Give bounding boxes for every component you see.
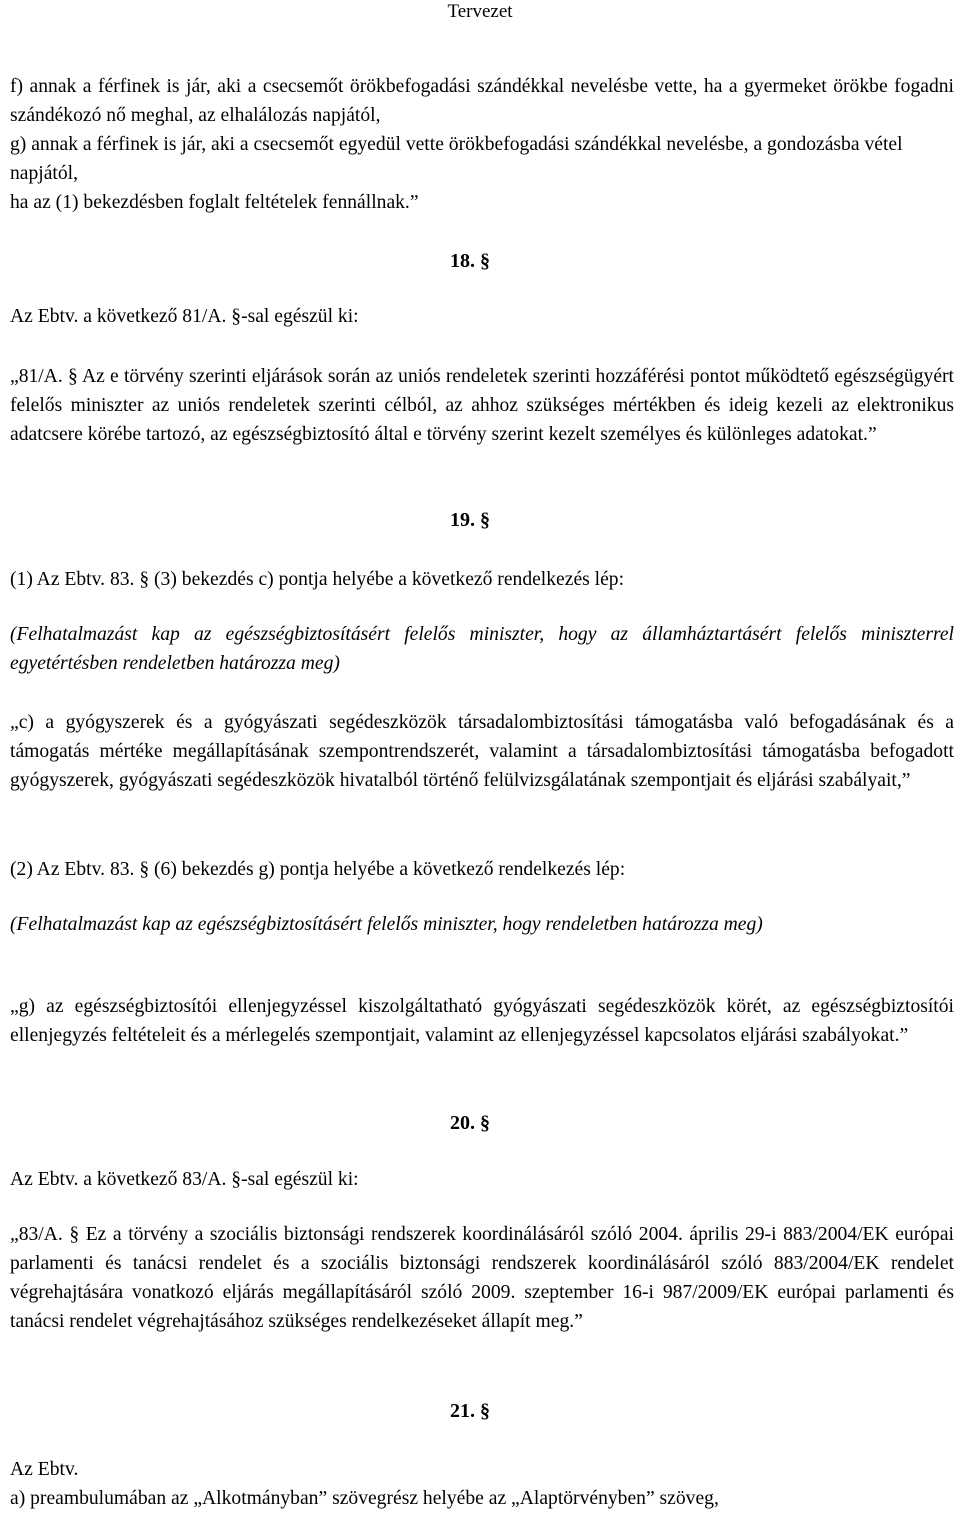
- paragraph-conditions: ha az (1) bekezdésben foglalt feltételek fennállnak.”: [10, 192, 419, 213]
- paragraph-point-a: a) preambulumában az „Alkotmányban” szövegrész helyébe az „Alaptörvényben” szöveg,: [10, 1488, 719, 1509]
- paragraph-g: g) annak a férfinek is jár, aki a csecsemőt egyedül vette örökbefogadási szándékkal nevelésbe, a gondozásba vétel napjától,: [10, 134, 903, 184]
- document-header-title: Tervezet: [447, 1, 513, 22]
- paragraph-f: f) annak a férfinek is jár, aki a csecsemőt örökbefogadási szándékkal nevelésbe vette, ha a gyermeket örökbe fogadni szándékozó nő meghal, az elhalálozás napjától,: [10, 76, 954, 126]
- section-21-heading: 21. §: [450, 1400, 490, 1422]
- paragraph-amendment-81a: Az Ebtv. a következő 81/A. §-sal egészül ki:: [10, 306, 359, 327]
- paragraph-authorization-g: (Felhatalmazást kap az egészségbiztosításért felelős miniszter, hogy rendeletben határozza meg): [10, 914, 763, 935]
- paragraph-ebtv: Az Ebtv.: [10, 1459, 79, 1480]
- paragraph-19-1: (1) Az Ebtv. 83. § (3) bekezdés c) pontja helyébe a következő rendelkezés lép:: [10, 569, 625, 590]
- section-18-heading: 18. §: [450, 250, 490, 272]
- paragraph-amendment-83a: Az Ebtv. a következő 83/A. §-sal egészül ki:: [10, 1169, 359, 1190]
- paragraph-19-2: (2) Az Ebtv. 83. § (6) bekezdés g) pontja helyébe a következő rendelkezés lép:: [10, 859, 626, 880]
- paragraph-point-g: „g) az egészségbiztosítói ellenjegyzéssel kiszolgáltatható gyógyászati segédeszközök körét, az egészségbiztosítói ellenjegyzés feltételeit és a mérlegelés szempontjait, valamint az ellenjegyzéssel kapcsolatos eljárási szabályokat.”: [10, 996, 954, 1046]
- section-19-heading: 19. §: [450, 509, 490, 531]
- paragraph-authorization-c: (Felhatalmazást kap az egészségbiztosításért felelős miniszter, hogy az államháztartásért felelős miniszterrel egyetértésben rendeletben határozza meg): [10, 624, 954, 674]
- paragraph-point-c: „c) a gyógyszerek és a gyógyászati segédeszközök társadalombiztosítási támogatásba való befogadásának és a támogatás mértéke megállapításának szempontrendszerét, valamint a társadalombiztosítási támogatásba befogadott gyógyszerek, gyógyászati segédeszközök hivatalból történő felülvizsgálatának szempontjait és eljárási szabályait,”: [10, 712, 954, 791]
- paragraph-83a-text: „83/A. § Ez a törvény a szociális biztonsági rendszerek koordinálásáról szóló 2004. április 29-i 883/2004/EK európai parlamenti és tanácsi rendelet és a szociális biztonsági rendszerek koordinálásáról szóló 883/2004/EK rendelet végrehajtására vonatkozó eljárás megállapításáról szóló 2009. szeptember 16-i 987/2009/EK európai parlamenti és tanácsi rendelet végrehajtásához szükséges rendelkezéseket állapít meg.”: [10, 1224, 954, 1332]
- paragraph-81a-text: „81/A. § Az e törvény szerinti eljárások során az uniós rendeletek szerinti hozzáférési pontot működtető egészségügyért felelős miniszter az uniós rendeletek szerinti célból, az ahhoz szükséges mértékben és ideig kezeli az elektronikus adatcsere körébe tartozó, az egészségbiztosító által e törvény szerint kezelt személyes és különleges adatokat.”: [10, 366, 954, 445]
- section-20-heading: 20. §: [450, 1112, 490, 1134]
